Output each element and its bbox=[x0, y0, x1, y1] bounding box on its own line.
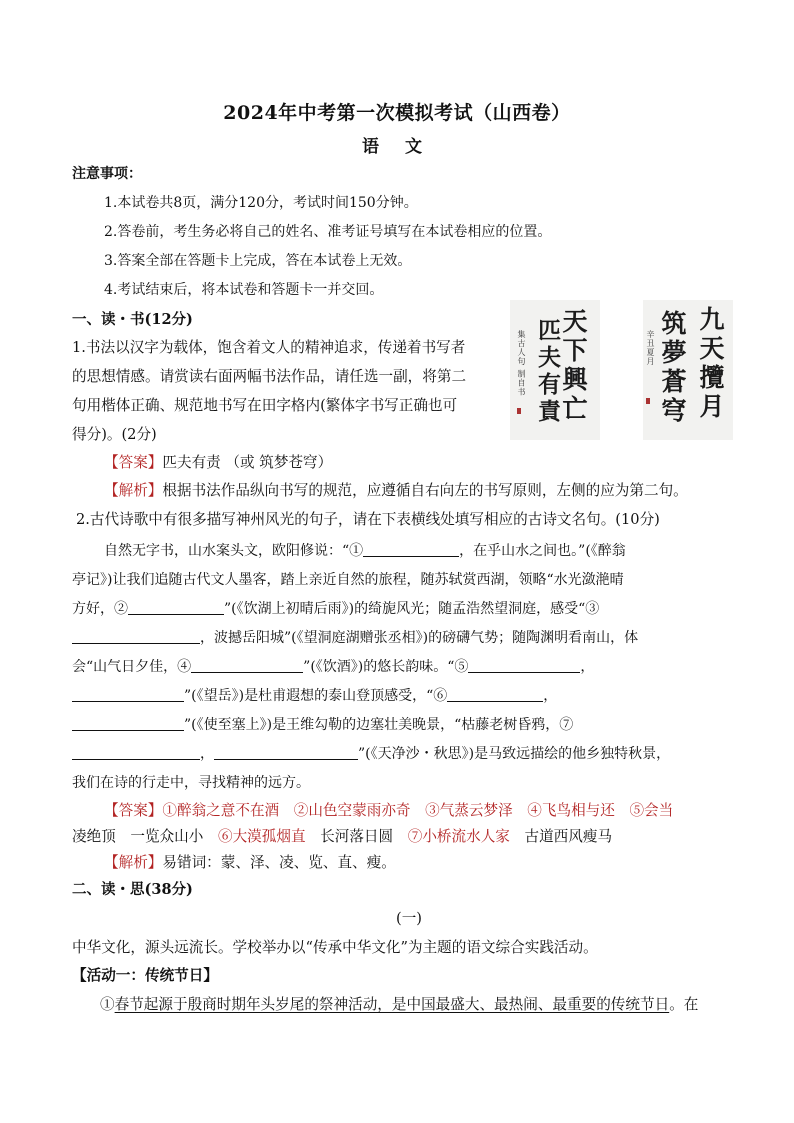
seal-stamp-icon bbox=[517, 408, 521, 414]
subject-title: 语 文 bbox=[362, 137, 432, 157]
blank-2[interactable] bbox=[128, 600, 224, 615]
calligraphy-left bbox=[510, 300, 600, 440]
q2-analysis: 【解析】易错词：蒙、泽、凌、览、直、瘦。 bbox=[104, 854, 396, 871]
activity-1-paragraph: ①春节起源于殷商时期年头岁尾的祭神活动，是中国最盛大、最热闹、最重要的传统节日。在 bbox=[100, 996, 699, 1013]
q2-passage-line-6: ”(《望岳》)是杜甫遐想的泰山登顶感受，“⑥ ， bbox=[72, 686, 557, 706]
q1-line-2: 的思想情感。请赏读右面两幅书法作品，请任选一副，将第二 bbox=[72, 368, 467, 385]
q1-line-3: 句用楷体正确、规范地书写在田字格内(繁体字书写正确也可 bbox=[72, 397, 458, 414]
activity-1-heading: 【活动一：传统节日】 bbox=[72, 967, 218, 984]
calligraphy-right bbox=[643, 300, 733, 440]
blank-5b[interactable] bbox=[72, 687, 184, 702]
calligraphy-right-col2: 筑夢蒼穹 bbox=[658, 310, 687, 426]
q2-answer: 【答案】①醉翁之意不在酒 ②山色空蒙雨亦奇 ③气蒸云梦泽 ④飞鸟相与还 ⑤会当 bbox=[104, 802, 674, 819]
q2-passage-line-2: 亭记》)让我们追随古代文人墨客，踏上亲近自然的旅程，随苏轼赏西湖，领略“水光潋滟晴 bbox=[72, 572, 624, 588]
notice-item-2: 2.答卷前，考生务必将自己的姓名、准考证号填写在本试卷相应的位置。 bbox=[104, 224, 552, 240]
analysis-tag: 【解析】 bbox=[104, 482, 163, 499]
q2-passage-line-8: ， ”(《天净沙・秋思》)是马致远描绘的他乡独特秋景， bbox=[72, 744, 670, 764]
q1-line-4: 得分)。(2分) bbox=[72, 426, 157, 443]
blank-6a[interactable] bbox=[447, 687, 543, 702]
q2-passage-line-4: ，波撼岳阳城”(《望洞庭湖赠张丞相》)的磅礴气势；随陶渊明看南山，体 bbox=[72, 628, 638, 648]
q1-analysis-text: 根据书法作品纵向书写的规范，应遵循自右向左的书写原则，左侧的应为第二句。 bbox=[162, 482, 688, 499]
answer-tag: 【答案】 bbox=[104, 454, 163, 471]
calligraphy-right-col1: 九天攬月 bbox=[696, 306, 725, 422]
q1-analysis bbox=[104, 481, 688, 501]
q1-line-1: 1.书法以汉字为载体，饱含着文人的精神追求，传递着书写者 bbox=[72, 339, 466, 356]
calligraphy-left-col2: 匹夫有責 bbox=[534, 318, 561, 426]
q1-answer-text: 匹夫有责 （或 筑梦苍穹） bbox=[162, 454, 333, 471]
blank-5a[interactable] bbox=[468, 658, 580, 673]
q2-passage-line-5: 会“山气日夕佳，④ ”(《饮酒》)的悠长韵味。“⑤ ， bbox=[72, 659, 595, 675]
part-label: (一) bbox=[396, 910, 422, 927]
notice-heading: 注意事项： bbox=[72, 166, 142, 182]
q2-passage-line-3: 方好，② ”(《饮湖上初晴后雨》)的绮旎风光；随孟浩然望洞庭，感受“③ bbox=[72, 601, 600, 617]
calligraphy-left-col1: 天下興亡 bbox=[559, 308, 588, 424]
notice-item-3: 3.答案全部在答题卡上完成，答在本试卷上无效。 bbox=[104, 253, 412, 269]
q2-passage-line-9: 我们在诗的行走中，寻找精神的远方。 bbox=[72, 775, 310, 791]
q1-answer bbox=[104, 453, 332, 473]
q2-answer-cont: 凌绝顶 一览众山小 ⑥大漠孤烟直 长河落日圆 ⑦小桥流水人家 古道西风瘦马 bbox=[72, 828, 613, 845]
q2-passage-line-7: ”(《使至塞上》)是王维勾勒的边塞壮美晚景，“枯藤老树昏鸦，⑦ bbox=[72, 715, 573, 735]
blank-7b[interactable] bbox=[214, 745, 358, 760]
blank-4[interactable] bbox=[191, 658, 303, 673]
blank-3[interactable] bbox=[72, 629, 200, 644]
blank-7a[interactable] bbox=[72, 745, 200, 760]
seal-stamp-icon bbox=[646, 398, 650, 404]
q2-passage-line-1: 自然无字书，山水案头文，欧阳修说：“① ，在乎山水之间也。”(《醉翁 bbox=[104, 543, 626, 559]
page-title: 2024年中考第一次模拟考试（山西卷） bbox=[223, 102, 571, 124]
blank-1[interactable] bbox=[363, 542, 459, 557]
section-2-heading: 二、读・思(38分) bbox=[72, 881, 193, 898]
notice-item-1: 1.本试卷共8页，满分120分，考试时间150分钟。 bbox=[104, 195, 418, 211]
notice-item-4: 4.考试结束后，将本试卷和答题卡一并交回。 bbox=[104, 282, 384, 298]
calligraphy-right-signature: 辛丑夏月 bbox=[646, 330, 655, 366]
calligraphy-left-signature: 集古人句 制自书 bbox=[517, 330, 526, 397]
section-1-heading: 一、读・书(12分) bbox=[72, 311, 193, 328]
q2-stem: 2.古代诗歌中有很多描写神州风光的句子，请在下表横线处填写相应的古诗文名句。(10分) bbox=[76, 511, 660, 528]
blank-6b[interactable] bbox=[72, 716, 184, 731]
section-2-intro: 中华文化，源头远流长。学校举办以“传承中华文化”为主题的语文综合实践活动。 bbox=[72, 939, 598, 956]
